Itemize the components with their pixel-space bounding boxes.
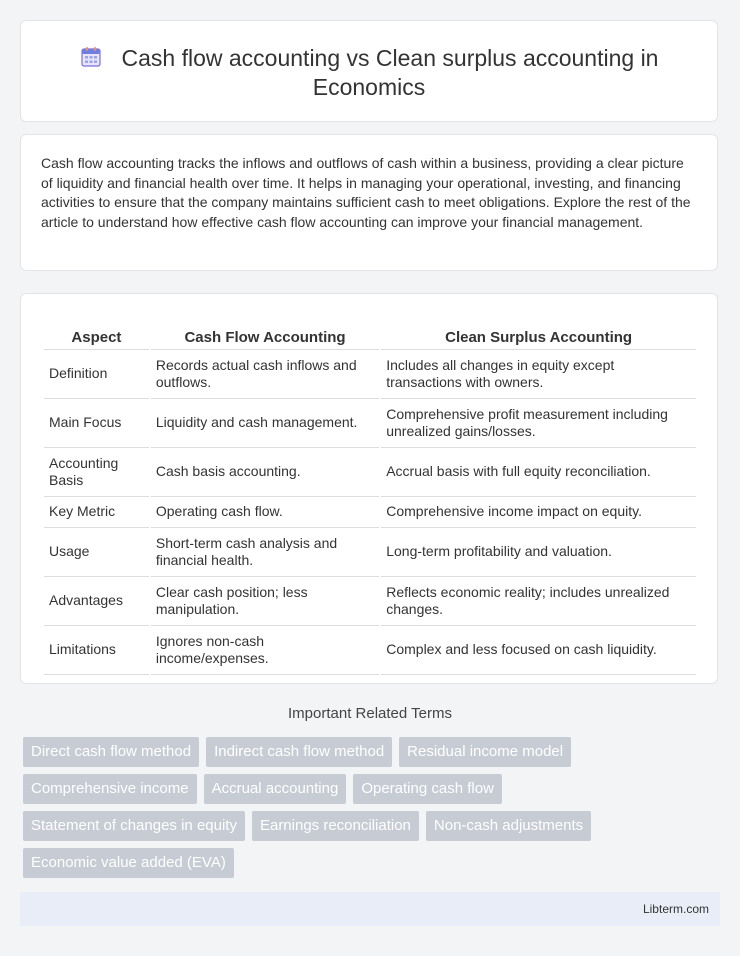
related-term-tag[interactable]: Direct cash flow method xyxy=(23,737,199,767)
row-aspect: Definition xyxy=(44,350,149,399)
related-term-tag[interactable]: Non-cash adjustments xyxy=(426,811,591,841)
related-term-tag[interactable]: Operating cash flow xyxy=(353,774,502,804)
intro-card xyxy=(20,134,718,271)
row-cash-flow: Records actual cash inflows and outflows. xyxy=(151,350,379,399)
intro-paragraph: Cash flow accounting tracks the inflows and outflows of cash within a business, providing a clear picture of liquidity and financial health over time. It helps in managing your operational, investing, and financing activities to ensure that the company maintains sufficient cash to meet obligations. Explore the rest of the article to understand how effective cash flow accounting can improve your financial management. xyxy=(41,155,691,230)
related-term-tag[interactable]: Economic value added (EVA) xyxy=(23,848,234,878)
table-row xyxy=(44,399,696,448)
row-cash-flow: Ignores non-cash income/expenses. xyxy=(151,626,379,675)
row-clean-surplus: Accrual basis with full equity reconciliation. xyxy=(381,448,696,497)
table-row xyxy=(44,497,696,528)
row-clean-surplus: Includes all changes in equity except transactions with owners. xyxy=(381,350,696,399)
row-cash-flow: Cash basis accounting. xyxy=(151,448,379,497)
comparison-table xyxy=(42,313,698,675)
header-aspect: Aspect xyxy=(44,313,149,350)
table-header-row xyxy=(44,313,696,350)
row-clean-surplus: Long-term profitability and valuation. xyxy=(381,528,696,577)
row-cash-flow: Liquidity and cash management. xyxy=(151,399,379,448)
footer xyxy=(20,892,720,926)
table-row xyxy=(44,350,696,399)
row-aspect: Advantages xyxy=(44,577,149,626)
related-term-tag[interactable]: Earnings reconciliation xyxy=(252,811,419,841)
related-term-tag[interactable]: Indirect cash flow method xyxy=(206,737,392,767)
row-clean-surplus: Complex and less focused on cash liquidity. xyxy=(381,626,696,675)
row-cash-flow: Short-term cash analysis and financial health. xyxy=(151,528,379,577)
related-term-tag[interactable]: Comprehensive income xyxy=(23,774,197,804)
footer-site-link[interactable]: Libterm.com xyxy=(642,902,709,916)
table-row xyxy=(44,448,696,497)
title-card xyxy=(20,20,718,122)
table-row xyxy=(44,626,696,675)
table-row xyxy=(44,577,696,626)
row-aspect: Accounting Basis xyxy=(44,448,149,497)
related-term-tag[interactable]: Accrual accounting xyxy=(204,774,347,804)
related-terms-list xyxy=(23,737,703,885)
row-cash-flow: Operating cash flow. xyxy=(151,497,379,528)
related-term-tag[interactable]: Residual income model xyxy=(399,737,571,767)
row-clean-surplus: Comprehensive profit measurement including unrealized gains/losses. xyxy=(381,399,696,448)
related-terms-title: Important Related Terms xyxy=(288,705,452,722)
row-aspect: Limitations xyxy=(44,626,149,675)
row-aspect: Key Metric xyxy=(44,497,149,528)
comparison-card xyxy=(20,293,718,684)
header-clean-surplus: Clean Surplus Accounting xyxy=(381,313,696,350)
table-row xyxy=(44,528,696,577)
calendar-icon xyxy=(80,46,102,68)
header-cash-flow: Cash Flow Accounting xyxy=(151,313,379,350)
row-aspect: Usage xyxy=(44,528,149,577)
row-aspect: Main Focus xyxy=(44,399,149,448)
page-title: Cash flow accounting vs Clean surplus accounting in Economics xyxy=(121,45,659,100)
page-title-wrap xyxy=(21,44,717,102)
row-cash-flow: Clear cash position; less manipulation. xyxy=(151,577,379,626)
row-clean-surplus: Comprehensive income impact on equity. xyxy=(381,497,696,528)
row-clean-surplus: Reflects economic reality; includes unrealized changes. xyxy=(381,577,696,626)
related-term-tag[interactable]: Statement of changes in equity xyxy=(23,811,245,841)
